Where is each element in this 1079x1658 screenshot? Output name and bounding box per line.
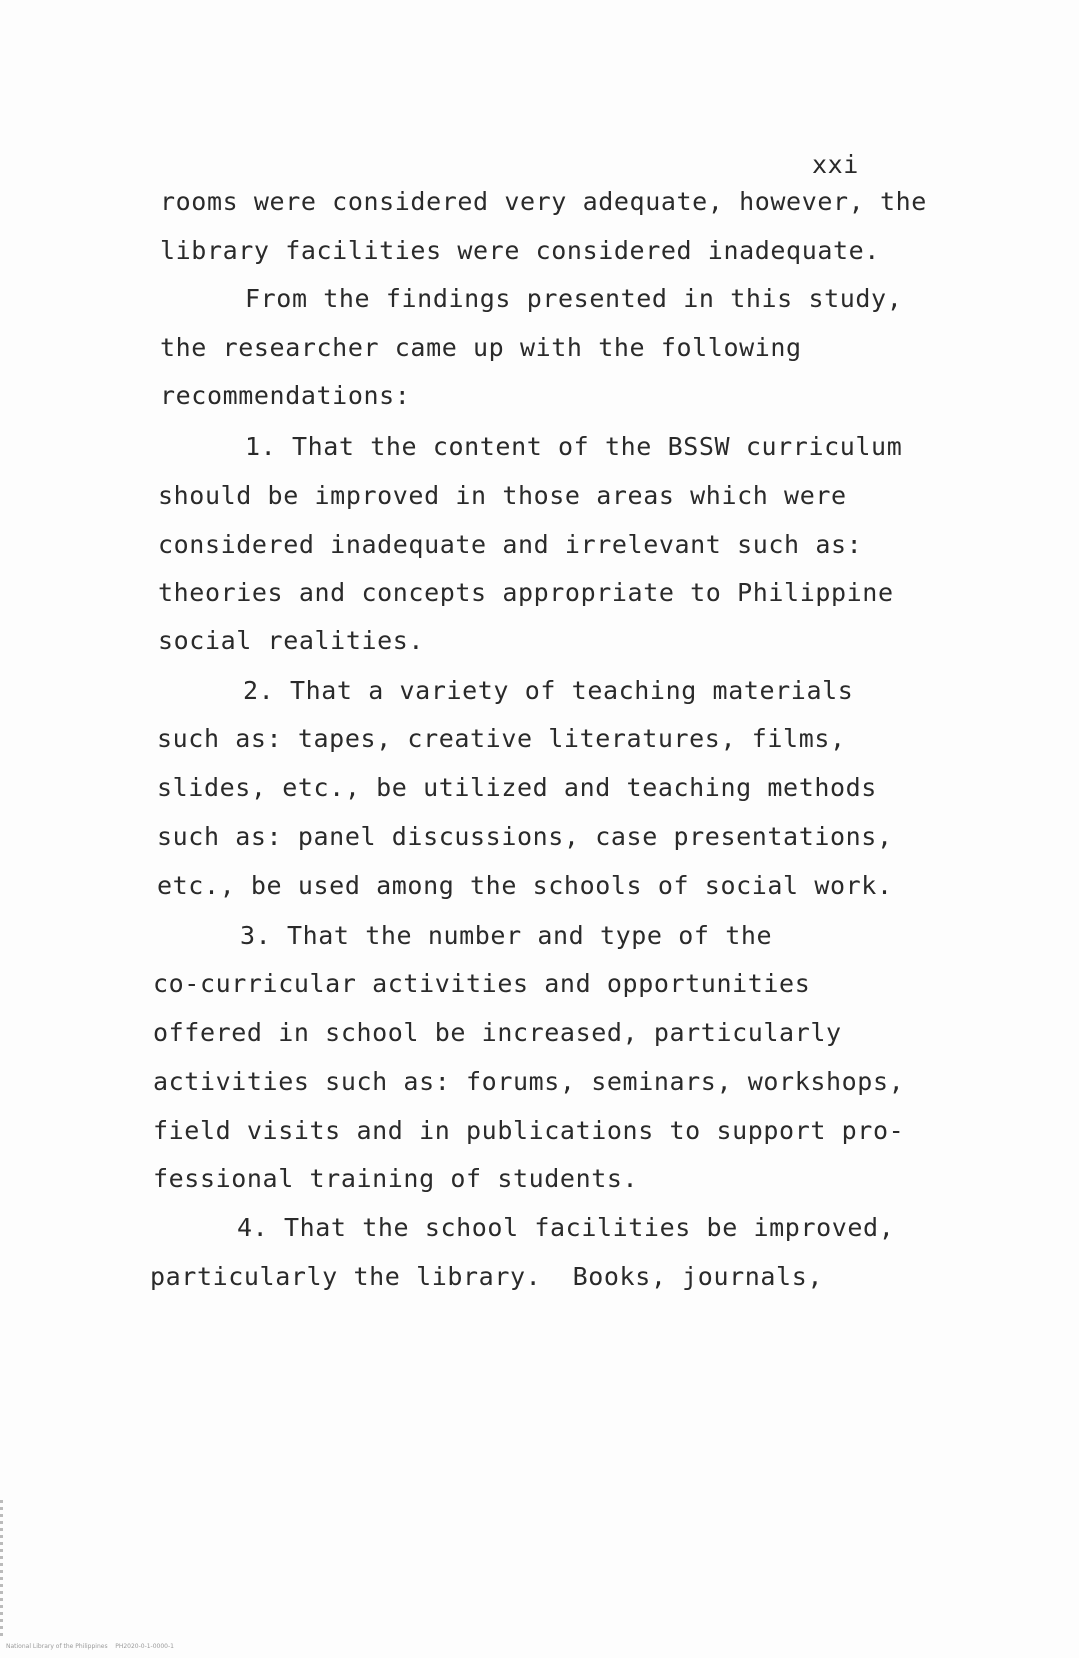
text-line: co-curricular activities and opportunities (153, 969, 811, 998)
text-line: theories and concepts appropriate to Philippine (158, 578, 894, 607)
text-line: such as: panel discussions, case presentations, (157, 822, 893, 851)
text-line: 3. That the number and type of the (240, 921, 773, 950)
scan-edge-mark (0, 1500, 3, 1640)
footer-stamp: National Library of the Philippines PH2020-0-1-0000-1 (6, 1643, 174, 1650)
page-number: xxi (812, 150, 859, 179)
text-line: 2. That a variety of teaching materials (243, 676, 854, 705)
text-line: library facilities were considered inadequate. (160, 236, 880, 265)
text-line: From the findings presented in this study, (245, 284, 903, 313)
text-line: field visits and in publications to support pro- (153, 1116, 905, 1145)
text-line: the researcher came up with the following (160, 333, 802, 362)
text-line: 1. That the content of the BSSW curriculum (245, 432, 903, 461)
text-line: considered inadequate and irrelevant such as: (158, 530, 863, 559)
text-line: recommendations: (160, 381, 411, 410)
text-line: 4. That the school facilities be improved, (237, 1213, 895, 1242)
text-line: particularly the library. Books, journals, (150, 1262, 824, 1291)
text-line: activities such as: forums, seminars, workshops, (153, 1067, 905, 1096)
text-line: such as: tapes, creative literatures, films, (157, 724, 846, 753)
text-line: etc., be used among the schools of social work. (157, 871, 893, 900)
text-line: slides, etc., be utilized and teaching methods (157, 773, 877, 802)
text-line: fessional training of students. (153, 1164, 639, 1193)
text-line: rooms were considered very adequate, however, the (160, 187, 927, 216)
text-line: should be improved in those areas which were (158, 481, 847, 510)
text-line: social realities. (158, 626, 425, 655)
text-line: offered in school be increased, particularly (153, 1018, 842, 1047)
